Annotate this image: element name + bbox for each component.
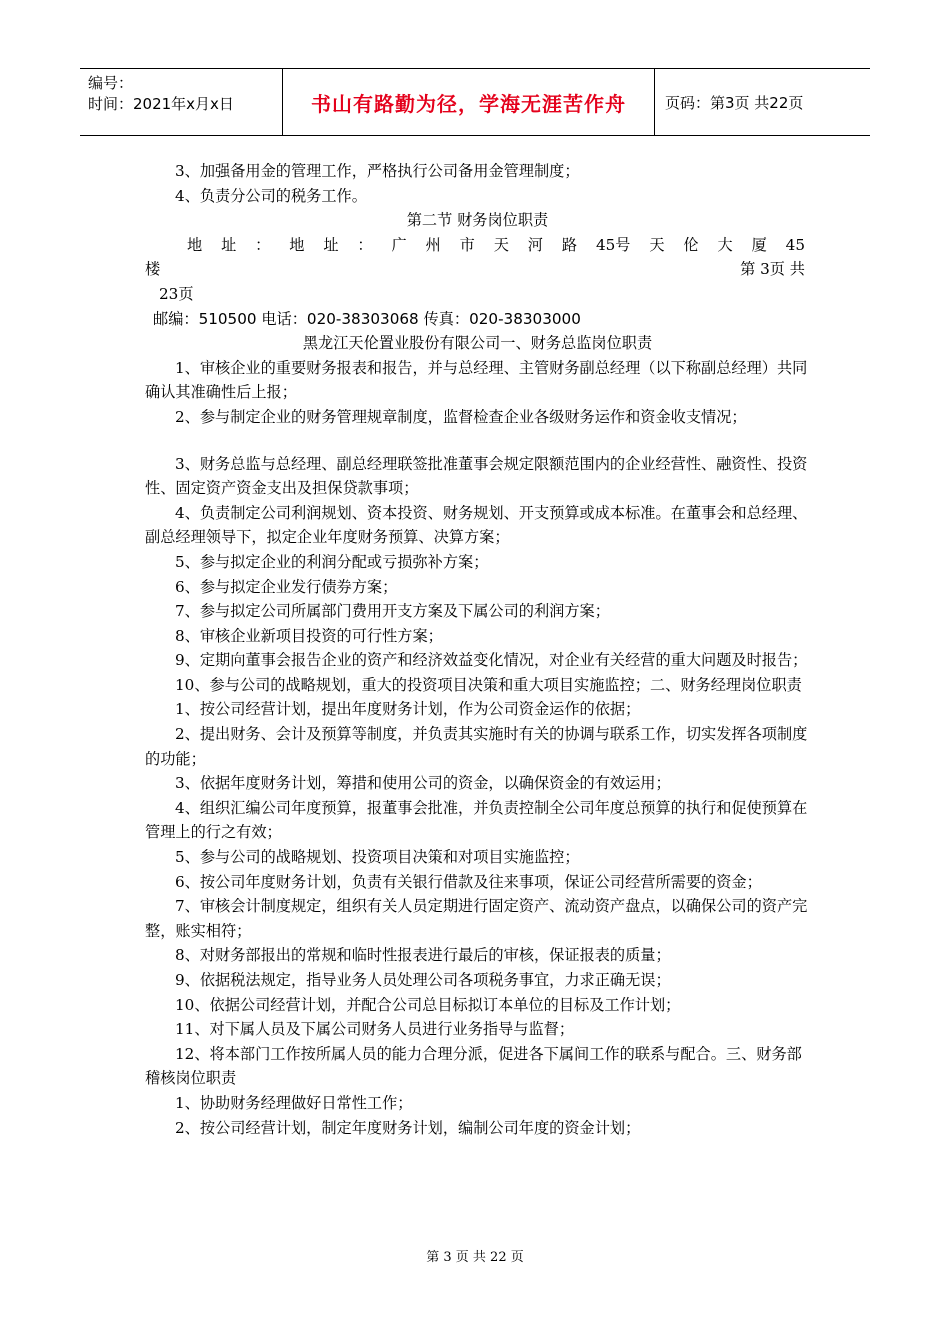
top-line-0: 3、加强备用金的管理工作，严格执行公司备用金管理制度； xyxy=(175,162,580,180)
paragraph-10: 10、参与公司的战略规划，重大的投资项目决策和重大项目实施监控；二、财务经理岗位职责 xyxy=(175,675,802,694)
number-label: 编号： xyxy=(88,74,134,92)
address-char: 45 xyxy=(785,235,805,254)
page-header xyxy=(80,68,870,136)
paragraph-4: 4、负责制定公司利润规划、资本投资、财务规划、开支预算或成本标准。在董事会和总经理、副总经理领导下，拟定企业年度财务预算、决算方案； xyxy=(145,503,808,547)
paragraph-0: 黑龙江天伦置业股份有限公司一、财务总监岗位职责 xyxy=(302,334,653,353)
address-char: 伦 xyxy=(683,235,699,254)
paragraph-13: 3、依据年度财务计划，筹措和使用公司的资金，以确保资金的有效运用； xyxy=(175,774,671,793)
contact-line: 邮编：510500 电话：020-38303068 传真：020-38303000 xyxy=(153,309,581,328)
paragraph-12: 2、提出财务、会计及预算等制度，并负责其实施时有关的协调与联系工作，切实发挥各项制度的功能； xyxy=(145,725,808,768)
paragraph-gap xyxy=(145,430,810,452)
address-char: 路 xyxy=(561,235,578,254)
top-line-1: 4、负责分公司的税务工作。 xyxy=(175,186,367,205)
top-lines xyxy=(145,159,810,233)
paragraph-15: 5、参与公司的战略规划、投资项目决策和对项目实施监控； xyxy=(175,848,580,867)
address-char: 地 xyxy=(289,235,305,254)
address-line xyxy=(145,233,810,258)
address-char: 广 xyxy=(391,235,407,254)
paragraph-9: 9、定期向董事会报告企业的资产和经济效益变化情况，对企业有关经营的重大问题及时报告； xyxy=(175,651,808,670)
paragraph-1: 1、审核企业的重要财务报表和报告，并与总经理、主管财务副总经理（以下称副总经理）共同确认其准确性后上报； xyxy=(145,358,808,402)
paragraph-2: 2、参与制定企业的财务管理规章制度，监督检查企业各级财务运作和资金收支情况； xyxy=(175,407,747,426)
paragraph-24: 2、按公司经营计划，制定年度财务计划，编制公司年度的资金计划； xyxy=(175,1118,641,1137)
address-char: 厦 xyxy=(751,235,767,254)
address-char: 天 xyxy=(493,235,509,254)
paragraph-6: 6、参与拟定企业发行债券方案； xyxy=(175,577,398,596)
paragraph-18: 8、对财务部报出的常规和临时性报表进行最后的审核，保证报表的质量； xyxy=(175,946,671,965)
address-char: 市 xyxy=(459,235,475,254)
document-body xyxy=(145,159,810,1140)
address-line-3: 23页 xyxy=(159,284,194,303)
address-line2-left: 楼 xyxy=(145,260,161,279)
address-char: 45号 xyxy=(595,235,631,254)
paragraph-19: 9、依据税法规定，指导业务人员处理公司各项税务事宜，力求正确无误； xyxy=(175,971,671,989)
address-char: ： xyxy=(255,235,271,254)
address-line2-right: 第 3页 共 xyxy=(740,260,805,279)
address-char: 址 xyxy=(221,235,237,254)
header-motto-cell xyxy=(283,69,655,135)
paragraphs xyxy=(145,331,810,1140)
top-line-2: 第二节 财务岗位职责 xyxy=(406,211,549,230)
address-char: 地 xyxy=(187,235,203,254)
paragraph-16: 6、按公司年度财务计划，负责有关银行借款及往来事项，保证公司经营所需要的资金； xyxy=(175,872,762,891)
page-label: 页码：第3页 共22页 xyxy=(665,93,804,112)
paragraph-23: 1、协助财务经理做好日常性工作； xyxy=(175,1093,413,1112)
paragraph-20: 10、依据公司经营计划，并配合公司总目标拟订本单位的目标及工作计划； xyxy=(175,995,681,1014)
header-meta xyxy=(80,69,283,135)
time-label: 时间：2021年x月x日 xyxy=(88,95,234,113)
paragraph-17: 7、审核会计制度规定，组织有关人员定期进行固定资产、流动资产盘点，以确保公司的资产完整，账实相符； xyxy=(145,897,808,940)
paragraph-22: 12、将本部门工作按所属人员的能力合理分派，促进各下属间工作的联系与配合。三、财务部稽核岗位职责 xyxy=(145,1044,802,1088)
address-char: 天 xyxy=(649,235,665,254)
paragraph-14: 4、组织汇编公司年度预算，报董事会批准，并负责控制全公司年度总预算的执行和促使预算在管理上的行之有效； xyxy=(145,798,808,842)
paragraph-7: 7、参与拟定公司所属部门费用开支方案及下属公司的利润方案； xyxy=(175,602,610,621)
paragraph-11: 1、按公司经营计划，提出年度财务计划，作为公司资金运作的依据； xyxy=(175,700,641,719)
address-char: ： xyxy=(357,235,373,254)
paragraph-3: 3、财务总监与总经理、副总经理联签批准董事会规定限额范围内的企业经营性、融资性、投资性、固定资产资金支出及担保贷款事项； xyxy=(145,454,808,498)
paragraph-21: 11、对下属人员及下属公司财务人员进行业务指导与监督； xyxy=(175,1020,575,1039)
address-char: 河 xyxy=(527,235,543,254)
page-footer: 第 3 页 共 22 页 xyxy=(426,1250,524,1265)
paragraph-5: 5、参与拟定企业的利润分配或亏损弥补方案； xyxy=(175,552,489,571)
paragraph-8: 8、审核企业新项目投资的可行性方案； xyxy=(175,626,443,645)
address-char: 大 xyxy=(717,235,733,254)
address-char: 址 xyxy=(323,235,339,254)
address-line-2 xyxy=(145,257,810,282)
address-char: 州 xyxy=(425,235,441,254)
motto-text: 书山有路勤为径，学海无涯苦作舟 xyxy=(311,91,626,116)
header-page-cell xyxy=(655,69,870,135)
